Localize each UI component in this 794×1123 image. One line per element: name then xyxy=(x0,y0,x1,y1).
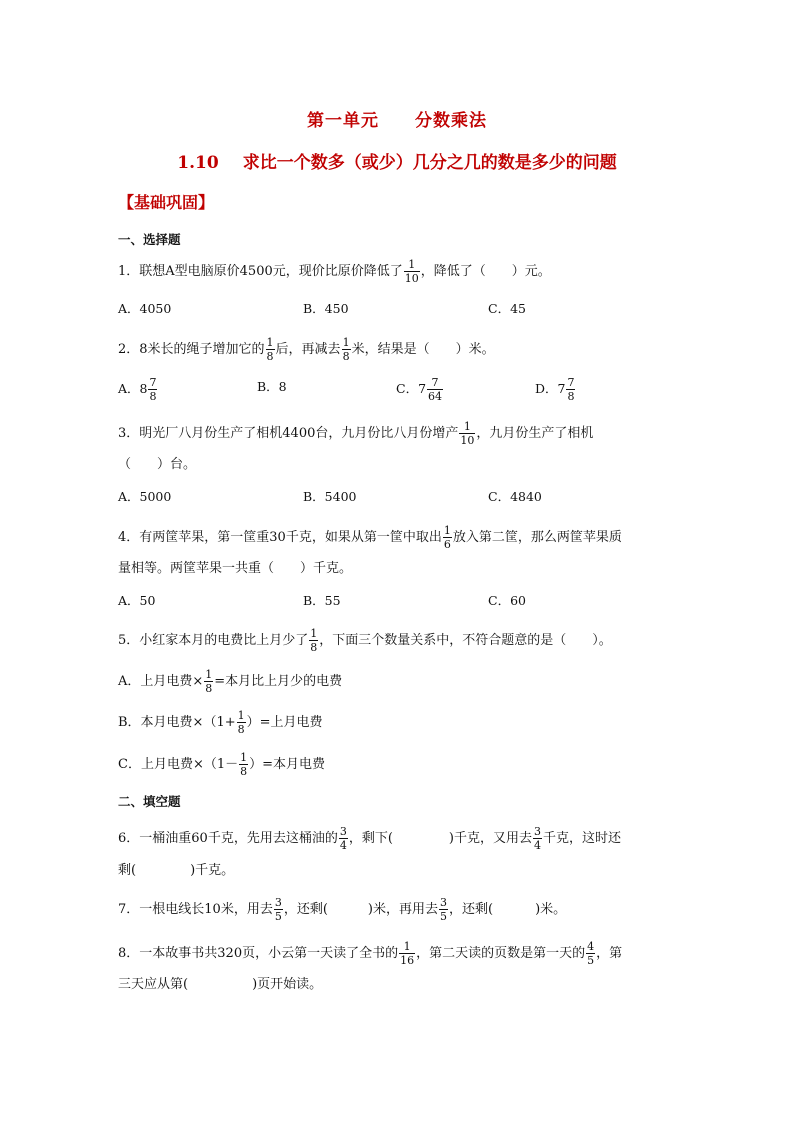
q3-text: 3．明光厂八月份生产了相机4400台，九月份比八月份增产 xyxy=(118,426,459,441)
q5-option-b: B．本月电费×（1+ $\frac{1}{8}$ ）=上月电费 xyxy=(118,709,323,736)
question-2 xyxy=(118,336,495,363)
q2-text-end: 米，结果是（ ）米。 xyxy=(351,342,495,357)
q3-option-a: A．5000 xyxy=(118,489,172,504)
q2-fraction-2: $\frac{1}{8}$ xyxy=(342,336,350,363)
q1-option-c: C．45 xyxy=(488,301,526,316)
lesson-title xyxy=(0,148,794,173)
q4-option-c: C．60 xyxy=(488,593,526,608)
q5-fraction: $\frac{1}{8}$ xyxy=(310,627,318,654)
q2-fraction-1: $\frac{1}{8}$ xyxy=(266,336,274,363)
q2-text: 2．8米长的绳子增加它的 xyxy=(118,342,265,357)
section-heading: 【基础巩固】 xyxy=(118,193,215,212)
q4-option-a: A．50 xyxy=(118,593,156,608)
q1-fraction: $\frac{1}{10}$ xyxy=(404,258,419,285)
q4-option-b: B．55 xyxy=(303,593,341,608)
q1-option-a: A．4050 xyxy=(118,301,172,316)
question-8: 8．一本故事书共320页，小云第一天读了全书的 $\frac{1}{16}$ ，第二天读的页数是第一天的 $\frac{4}{5}$ ，第 xyxy=(118,940,623,967)
unit-topic: 分数乘法 xyxy=(415,111,487,131)
q1-text: 1．联想A型电脑原价4500元，现价比原价降低了 xyxy=(118,264,403,279)
question-4 xyxy=(118,524,622,551)
question-8-line-2: 三天应从第( )页开始读。 xyxy=(118,977,323,992)
question-3 xyxy=(118,420,593,447)
q3-fraction: $\frac{1}{10}$ xyxy=(460,420,475,447)
lesson-number: 1.10 xyxy=(177,153,219,173)
q2-option-a: A．8 $\frac{7}{8}$ xyxy=(118,376,157,403)
part-heading-choice: 一、选择题 xyxy=(118,232,181,247)
question-5 xyxy=(118,627,612,654)
q6-fraction-2: $\frac{3}{4}$ xyxy=(533,825,541,852)
q2-option-b: B．8 xyxy=(257,379,287,394)
q7-fraction-1: $\frac{3}{5}$ xyxy=(274,896,282,923)
question-7: 7．一根电线长10米，用去 $\frac{3}{5}$ ，还剩( )米，再用去 $\frac{3}{5}$ ，还剩( )米。 xyxy=(118,896,567,923)
question-4-line-2: 量相等。两筐苹果一共重（ ）千克。 xyxy=(118,561,353,576)
q4-text: 4．有两筐苹果，第一筐重30千克，如果从第一筐中取出 xyxy=(118,530,442,545)
q2-option-c: C．7 $\frac{7}{64}$ xyxy=(396,376,443,403)
q2-text-mid: 后，再减去 xyxy=(275,342,341,357)
q5-option-a: A．上月电费× $\frac{1}{8}$ =本月比上月少的电费 xyxy=(118,668,343,695)
q6-fraction-1: $\frac{3}{4}$ xyxy=(339,825,347,852)
q5-text-end: ，下面三个数量关系中，不符合题意的是（ ）。 xyxy=(319,633,612,648)
q1-text-end: ，降低了（ ）元。 xyxy=(420,264,551,279)
q8-fraction-1: $\frac{1}{16}$ xyxy=(400,940,415,967)
q1-option-b: B．450 xyxy=(303,301,349,316)
q7-fraction-2: $\frac{3}{5}$ xyxy=(439,896,447,923)
q5-option-c: C．上月电费×（1－ $\frac{1}{8}$ ）=本月电费 xyxy=(118,751,326,778)
unit-label: 第一单元 xyxy=(307,111,379,131)
question-1 xyxy=(118,258,551,285)
q3-text-end: ，九月份生产了相机 xyxy=(476,426,594,441)
q8-fraction-2: $\frac{4}{5}$ xyxy=(587,940,595,967)
q4-text-end: 放入第二筐，那么两筐苹果质 xyxy=(452,530,622,545)
q6-text: 6．一桶油重60千克，先用去这桶油的 xyxy=(118,831,338,846)
q5-text: 5．小红家本月的电费比上月少了 xyxy=(118,633,309,648)
question-6: 6．一桶油重60千克，先用去这桶油的 $\frac{3}{4}$ ，剩下( )千克，又用去 $\frac{3}{4}$ 千克，这时还 xyxy=(118,825,621,852)
part-heading-fill: 二、填空题 xyxy=(118,794,181,809)
q3-option-b: B．5400 xyxy=(303,489,357,504)
q4-fraction: $\frac{1}{6}$ xyxy=(443,524,451,551)
q3-option-c: C．4840 xyxy=(488,489,542,504)
question-6-line-2: 剩( )千克。 xyxy=(118,863,235,878)
unit-title xyxy=(0,106,794,131)
lesson-title-text: 求比一个数多（或少）几分之几的数是多少的问题 xyxy=(242,153,617,173)
question-3-line-2: （ ）台。 xyxy=(118,457,197,472)
q2-option-d: D．7 $\frac{7}{8}$ xyxy=(535,376,575,403)
